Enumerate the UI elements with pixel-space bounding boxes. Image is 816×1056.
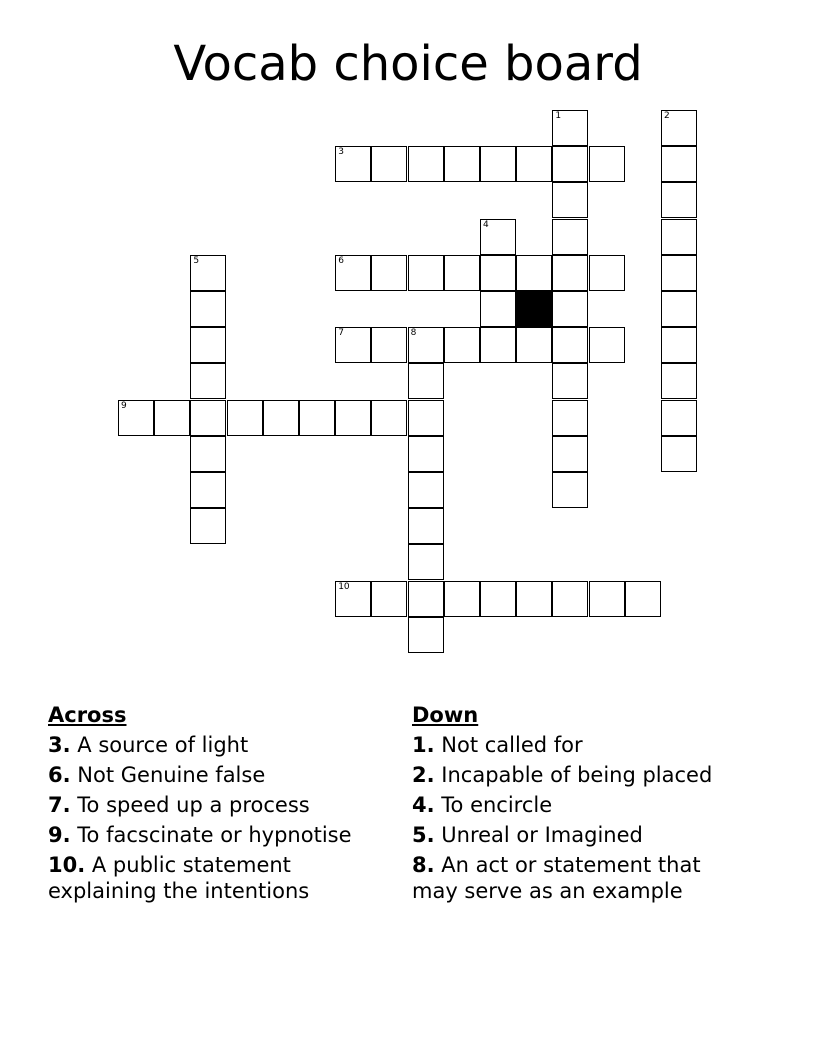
- grid-cell[interactable]: [480, 255, 516, 291]
- grid-cell[interactable]: [408, 581, 444, 617]
- cell-number: 2: [664, 111, 670, 121]
- grid-cell[interactable]: [335, 327, 371, 363]
- grid-cell[interactable]: [118, 400, 154, 436]
- grid-cell[interactable]: [371, 327, 407, 363]
- grid-cell[interactable]: [190, 508, 226, 544]
- cell-number: 7: [338, 328, 344, 339]
- grid-cell[interactable]: [408, 508, 444, 544]
- cell-number: 5: [193, 255, 200, 266]
- grid-cell[interactable]: [480, 581, 516, 617]
- grid-cell[interactable]: [408, 146, 444, 182]
- cell-number: 4: [483, 219, 489, 230]
- grid-cell[interactable]: [408, 544, 444, 580]
- grid-cell[interactable]: [661, 255, 697, 291]
- grid-cell[interactable]: [516, 581, 552, 617]
- across-clues: [48, 702, 378, 908]
- across-clue-10: [48, 852, 378, 904]
- grid-cell[interactable]: [552, 182, 588, 218]
- down-heading: Down: [412, 703, 479, 727]
- grid-cell[interactable]: [408, 436, 444, 472]
- grid-cell[interactable]: [661, 110, 697, 146]
- grid-cell[interactable]: [552, 219, 588, 255]
- page-title: Vocab choice board: [173, 36, 643, 92]
- grid-cell[interactable]: [552, 146, 588, 182]
- clue-text: To speed up a process: [77, 793, 310, 817]
- grid-cell[interactable]: [190, 255, 226, 291]
- grid-cell[interactable]: [625, 581, 661, 617]
- grid-cell[interactable]: [371, 255, 407, 291]
- clue-text: To facscinate or hypnotise: [77, 823, 352, 847]
- grid-cell[interactable]: [335, 400, 371, 436]
- across-clue-6: [48, 762, 378, 788]
- grid-cell[interactable]: [516, 255, 552, 291]
- grid-cell[interactable]: [661, 436, 697, 472]
- grid-cell[interactable]: [552, 581, 588, 617]
- grid-cell[interactable]: [552, 400, 588, 436]
- down-clue-8: [412, 852, 742, 904]
- clue-text: Unreal or Imagined: [441, 823, 643, 847]
- grid-cell[interactable]: [589, 255, 625, 291]
- clue-text: Incapable of being placed: [441, 763, 713, 787]
- clue-number: 7.: [48, 793, 71, 817]
- grid-cell[interactable]: [408, 327, 444, 363]
- grid-cell[interactable]: [154, 400, 190, 436]
- cell-number: 3: [338, 147, 344, 158]
- grid-cell[interactable]: [552, 255, 588, 291]
- grid-cell[interactable]: [552, 472, 588, 508]
- grid-cell[interactable]: [552, 363, 588, 399]
- grid-cell[interactable]: [552, 436, 588, 472]
- grid-cell[interactable]: [661, 146, 697, 182]
- grid-cell[interactable]: [552, 327, 588, 363]
- grid-cell[interactable]: [190, 436, 226, 472]
- clue-number: 6.: [48, 763, 71, 787]
- clue-number: 3.: [48, 733, 71, 757]
- grid-cell[interactable]: [661, 327, 697, 363]
- clue-text: An act or statement that may serve as an example: [412, 853, 701, 903]
- clue-text: To encircle: [441, 793, 553, 817]
- grid-cell[interactable]: [552, 110, 588, 146]
- grid-cell[interactable]: [371, 581, 407, 617]
- grid-cell[interactable]: [190, 472, 226, 508]
- grid-cell[interactable]: [589, 327, 625, 363]
- clue-number: 1.: [412, 733, 435, 757]
- grid-cell[interactable]: [444, 327, 480, 363]
- black-square: [516, 291, 552, 327]
- grid-cell[interactable]: [516, 327, 552, 363]
- grid-cell[interactable]: [299, 400, 335, 436]
- grid-cell[interactable]: [408, 400, 444, 436]
- grid-cell[interactable]: [371, 146, 407, 182]
- grid-cell[interactable]: [190, 363, 226, 399]
- cell-number: 9: [121, 400, 127, 411]
- grid-cell[interactable]: [408, 363, 444, 399]
- grid-cell[interactable]: [263, 400, 299, 436]
- grid-cell[interactable]: [227, 400, 263, 436]
- grid-cell[interactable]: [335, 581, 371, 617]
- across-heading: Across: [48, 703, 127, 727]
- grid-cell[interactable]: [444, 581, 480, 617]
- clue-number: 10.: [48, 853, 86, 877]
- grid-cell[interactable]: [335, 146, 371, 182]
- grid-cell[interactable]: [661, 363, 697, 399]
- clue-number: 5.: [412, 823, 435, 847]
- grid-cell[interactable]: [661, 400, 697, 436]
- down-clues: [412, 702, 742, 908]
- clue-number: 8.: [412, 853, 435, 877]
- clue-number: 9.: [48, 823, 71, 847]
- cell-number: 8: [410, 328, 417, 339]
- grid-cell[interactable]: [190, 327, 226, 363]
- grid-cell[interactable]: [408, 472, 444, 508]
- cell-number: 6: [338, 255, 344, 266]
- clue-text: A public statement explaining the intentions: [48, 853, 310, 903]
- down-clue-1: [412, 732, 742, 758]
- grid-cell[interactable]: [589, 146, 625, 182]
- grid-cell[interactable]: [480, 219, 516, 255]
- grid-cell[interactable]: [589, 581, 625, 617]
- across-clue-3: [48, 732, 378, 758]
- grid-cell[interactable]: [661, 291, 697, 327]
- clue-number: 2.: [412, 763, 435, 787]
- grid-cell[interactable]: [335, 255, 371, 291]
- down-clue-4: [412, 792, 742, 818]
- grid-cell[interactable]: [408, 617, 444, 653]
- grid-cell[interactable]: [480, 291, 516, 327]
- grid-cell[interactable]: [480, 146, 516, 182]
- grid-cell[interactable]: [444, 255, 480, 291]
- cell-number: 1: [555, 111, 562, 121]
- clue-text: Not called for: [441, 733, 583, 757]
- clue-text: A source of light: [77, 733, 249, 757]
- grid-cell[interactable]: [408, 255, 444, 291]
- cell-number: 10: [338, 581, 350, 592]
- down-clue-2: [412, 762, 742, 788]
- grid-cell[interactable]: [190, 400, 226, 436]
- clue-number: 4.: [412, 793, 435, 817]
- grid-cell[interactable]: [661, 219, 697, 255]
- grid-cell[interactable]: [444, 146, 480, 182]
- across-clue-9: [48, 822, 378, 848]
- clue-text: Not Genuine false: [77, 763, 266, 787]
- across-clue-7: [48, 792, 378, 818]
- grid-cell[interactable]: [552, 291, 588, 327]
- grid-cell[interactable]: [371, 400, 407, 436]
- down-clue-5: [412, 822, 742, 848]
- grid-cell[interactable]: [516, 146, 552, 182]
- grid-cell[interactable]: [190, 291, 226, 327]
- grid-cell[interactable]: [661, 182, 697, 218]
- grid-cell[interactable]: [480, 327, 516, 363]
